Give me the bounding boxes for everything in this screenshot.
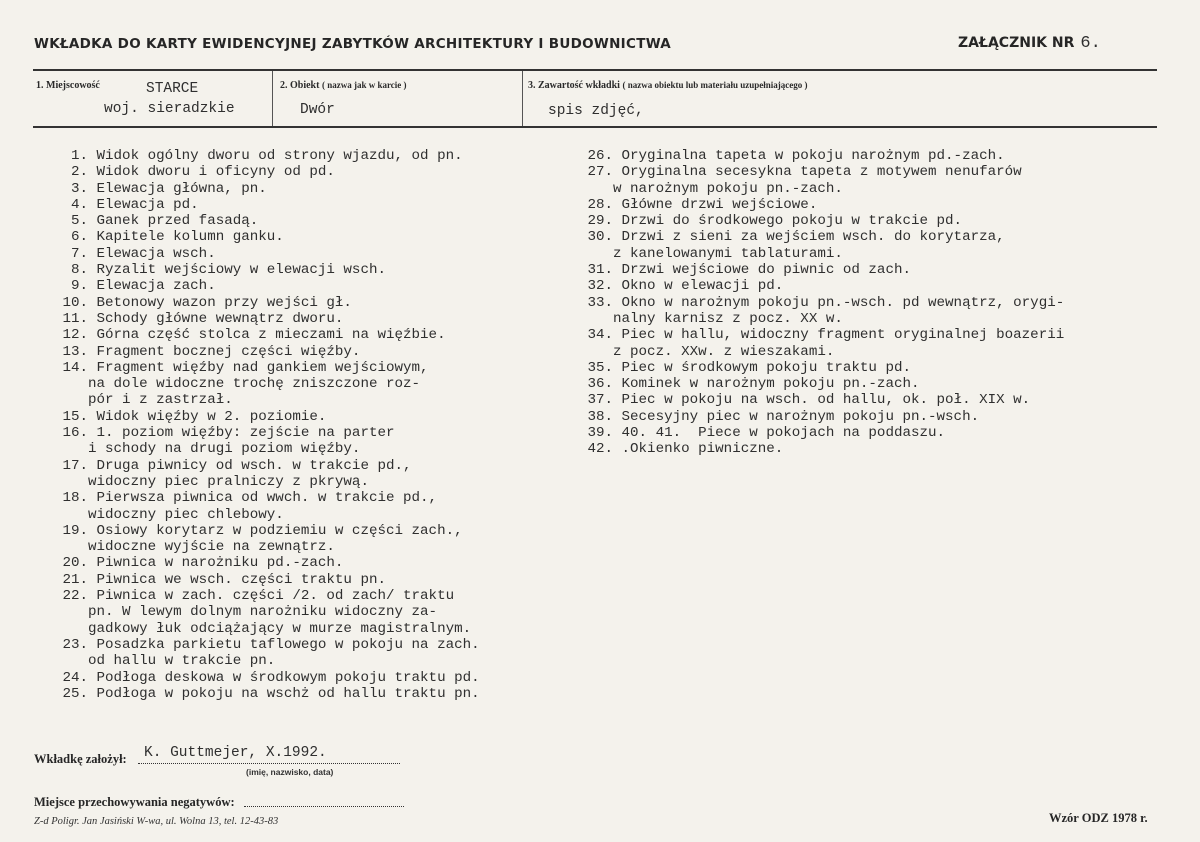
list-item-text: nalny karnisz z pocz. XX w. (613, 310, 843, 327)
list-item-text: Podłoga w pokoju na wschż od hallu traktu pn. (96, 685, 480, 702)
object-label-group (280, 80, 407, 91)
list-item-text: Ryzalit wejściowy w elewacji wsch. (96, 262, 386, 279)
object-label: 2. Obiekt (280, 80, 320, 91)
list-line (577, 360, 1064, 376)
author-caption: (imię, nazwisko, data) (246, 767, 334, 777)
list-line (52, 474, 480, 490)
list-item-number: 7. (70, 245, 88, 262)
list-line (52, 376, 480, 392)
list-item-text: Podłoga deskowa w środkowym pokoju traktu pd. (96, 669, 480, 686)
list-item-number: 5. (70, 213, 88, 230)
annex-label: ZAŁĄCZNIK NR (958, 35, 1075, 51)
list-item-text: Piwnica w narożniku pd.-zach. (96, 555, 344, 572)
list-item-text: Kapitele kolumn ganku. (96, 229, 284, 246)
list-item-number: 19. (62, 522, 88, 539)
list-line (52, 490, 480, 506)
list-line (52, 311, 480, 327)
list-item-text: Piwnica we wsch. części traktu pn. (96, 571, 386, 588)
list-line (52, 653, 480, 669)
list-line (577, 164, 1064, 180)
list-item-number: 27. (587, 164, 613, 181)
list-item-number: 32. (587, 278, 613, 295)
list-line (52, 344, 480, 360)
list-item-text: Widok dworu i oficyny od pd. (96, 164, 335, 181)
printer-imprint: Z-d Poligr. Jan Jasiński W-wa, ul. Wolna 13, tel. 12-43-83 (34, 816, 279, 827)
list-item-text: Drzwi z sieni za wejściem wsch. do korytarza, (621, 229, 1005, 246)
list-line (52, 588, 480, 604)
list-item-text: Piec w hallu, widoczny fragment oryginalnej boazerii (621, 327, 1065, 344)
list-line (52, 425, 480, 441)
list-item-number: 23. (62, 636, 88, 653)
list-line (577, 311, 1064, 327)
list-line (52, 572, 480, 588)
list-item-text: Elewacja wsch. (96, 245, 216, 262)
list-item-text: Fragment bocznej części więźby. (96, 343, 361, 360)
list-item-text: Widok więźby w 2. poziomie. (96, 408, 327, 425)
list-line (52, 278, 480, 294)
list-item-number: 36. (587, 376, 613, 393)
list-line (52, 441, 480, 457)
list-item-number: 6. (70, 229, 88, 246)
list-line (577, 376, 1064, 392)
list-line (52, 621, 480, 637)
author-value: K. Guttmejer, X.1992. (144, 745, 327, 761)
list-item-text: Piec w pokoju na wsch. od hallu, ok. poł. XIX w. (621, 392, 1031, 409)
list-line (52, 327, 480, 343)
list-item-number: 9. (70, 278, 88, 295)
list-item-text: Pierwsza piwnica od wwch. w trakcie pd., (96, 490, 438, 507)
list-item-text: Kominek w narożnym pokoju pn.-zach. (621, 376, 920, 393)
list-item-number: 12. (62, 327, 88, 344)
list-line (52, 229, 480, 245)
photo-list-right (577, 148, 1064, 458)
form-title: WKŁADKA DO KARTY EWIDENCYJNEJ ZABYTKÓW ARCHITEKTURY I BUDOWNICTWA (34, 36, 672, 52)
author-label: Wkładkę założył: (34, 752, 127, 766)
locality-value-line1: STARCE (146, 81, 199, 97)
list-item-text: z pocz. XXw. z wieszakami. (613, 343, 835, 360)
list-item-text: Schody główne wewnątrz dworu. (96, 310, 344, 327)
list-line (52, 246, 480, 262)
list-item-number: 26. (587, 148, 613, 164)
list-item-text: pn. W lewym dolnym narożniku widoczny za- (88, 604, 438, 621)
field-divider-1 (272, 71, 273, 126)
list-item-number: 16. (62, 425, 88, 442)
list-line (577, 441, 1064, 457)
list-line (577, 425, 1064, 441)
form-model: Wzór ODZ 1978 r. (1049, 811, 1148, 825)
list-line (577, 262, 1064, 278)
list-item-number: 11. (62, 310, 88, 327)
list-item-number: 18. (62, 490, 88, 507)
list-line (52, 555, 480, 571)
list-item-text: Ganek przed fasadą. (96, 213, 259, 230)
list-line (52, 181, 480, 197)
list-line (52, 539, 480, 555)
list-item-number: 35. (587, 359, 613, 376)
list-item-text: Elewacja zach. (96, 278, 216, 295)
list-line (52, 392, 480, 408)
list-item-number: 21. (62, 571, 88, 588)
list-line (577, 327, 1064, 343)
list-item-number: 14. (62, 359, 88, 376)
list-line (52, 507, 480, 523)
list-item-text: 1. poziom więźby: zejście na parter (96, 425, 395, 442)
list-item-text: Posadzka parkietu taflowego w pokoju na zach. (96, 636, 480, 653)
content-label: 3. Zawartość wkładki (528, 80, 620, 91)
list-item-number: 29. (587, 213, 613, 230)
list-item-text: .Okienko piwniczne. (621, 441, 784, 458)
list-item-number: 39. (587, 425, 613, 442)
list-line (577, 197, 1064, 213)
list-item-text: Elewacja pd. (96, 196, 199, 213)
list-line (52, 458, 480, 474)
list-item-text: Drzwi do środkowego pokoju w trakcie pd. (621, 213, 963, 230)
list-item-number: 30. (587, 229, 613, 246)
list-line (52, 360, 480, 376)
list-item-text: Piwnica w zach. części /2. od zach/ traktu (96, 588, 455, 605)
content-value: spis zdjęć, (548, 103, 644, 119)
list-item-number: 17. (62, 457, 88, 474)
negatives-label: Miejsce przechowywania negatywów: (34, 795, 235, 809)
list-item-text: Oryginalna secesykna tapeta z motywem nenufarów (621, 164, 1022, 181)
list-line (577, 409, 1064, 425)
list-item-text: w narożnym pokoju pn.-zach. (613, 180, 843, 197)
list-item-text: widoczne wyjście na zewnątrz. (88, 539, 335, 556)
annex-number: 6. (1080, 34, 1101, 53)
annex-header (958, 34, 1101, 53)
list-item-number: 10. (62, 294, 88, 311)
list-item-number: 31. (587, 262, 613, 279)
list-item-number: 42. (587, 441, 613, 458)
list-item-text: Piec w środkowym pokoju traktu pd. (621, 359, 911, 376)
object-value: Dwór (300, 102, 335, 118)
list-item-text: i schody na drugi poziom więźby. (88, 441, 361, 458)
list-line (52, 197, 480, 213)
list-item-text: Druga piwnicy od wsch. w trakcie pd., (96, 457, 412, 474)
list-item-text: Osiowy korytarz w podziemiu w części zach., (96, 522, 463, 539)
list-item-text: widoczny piec chlebowy. (88, 506, 284, 523)
list-item-number: 13. (62, 343, 88, 360)
list-item-number: 34. (587, 327, 613, 344)
header-bottom-rule (33, 126, 1157, 128)
negatives-dotted-line (244, 806, 404, 807)
list-line (577, 148, 1064, 164)
content-label-note: ( nazwa obiektu lub materiału uzupełniającego ) (622, 80, 808, 90)
list-item-text: na dole widoczne trochę zniszczone roz- (88, 376, 421, 393)
list-item-text: od hallu w trakcie pn. (88, 653, 276, 670)
list-item-number: 3. (70, 180, 88, 197)
list-item-text: Główne drzwi wejściowe. (621, 196, 818, 213)
list-item-number: 15. (62, 408, 88, 425)
list-item-number: 37. (587, 392, 613, 409)
list-item-number: 20. (62, 555, 88, 572)
list-item-text: Okno w narożnym pokoju pn.-wsch. pd wewnątrz, orygi- (621, 294, 1065, 311)
list-line (577, 213, 1064, 229)
list-line (52, 409, 480, 425)
list-line (52, 213, 480, 229)
list-line (52, 686, 480, 702)
list-item-number: 28. (587, 196, 613, 213)
list-line (52, 148, 480, 164)
list-line (577, 181, 1064, 197)
locality-label: 1. Miejscowość (36, 80, 100, 91)
list-item-text: Secesyjny piec w narożnym pokoju pn.-wsch. (621, 408, 980, 425)
list-line (52, 637, 480, 653)
object-label-note: ( nazwa jak w karcie ) (321, 80, 407, 90)
list-item-number: 22. (62, 588, 88, 605)
list-item-number: 4. (70, 196, 88, 213)
list-item-number: 8. (70, 262, 88, 279)
list-item-text: Oryginalna tapeta w pokoju narożnym pd.-zach. (621, 148, 1005, 164)
list-item-text: Drzwi wejściowe do piwnic od zach. (621, 262, 911, 279)
list-item-text: Betonowy wazon przy wejści gł. (96, 294, 352, 311)
list-item-text: Widok ogólny dworu od strony wjazdu, od pn. (96, 148, 463, 164)
list-item-text: 40. 41. Piece w pokojach na poddaszu. (621, 425, 946, 442)
list-line (577, 295, 1064, 311)
list-item-number: 38. (587, 408, 613, 425)
list-item-text: z kanelowanymi tablaturami. (613, 245, 843, 262)
list-line (52, 295, 480, 311)
photo-list-left (52, 148, 480, 702)
author-dotted-line (138, 763, 400, 764)
list-item-text: Okno w elewacji pd. (621, 278, 784, 295)
list-item-text: gadkowy łuk odciążający w murze magistralnym. (88, 620, 472, 637)
list-line (577, 229, 1064, 245)
list-item-text: Elewacja główna, pn. (96, 180, 267, 197)
list-line (52, 523, 480, 539)
list-line (52, 262, 480, 278)
list-item-number: 33. (587, 294, 613, 311)
locality-value-line2: woj. sieradzkie (104, 101, 235, 117)
list-item-number: 25. (62, 685, 88, 702)
list-line (577, 392, 1064, 408)
list-item-number: 24. (62, 669, 88, 686)
list-line (577, 278, 1064, 294)
header-top-rule (33, 69, 1157, 71)
list-item-text: Fragment więźby nad gankiem wejściowym, (96, 359, 429, 376)
list-item-text: pór i z zastrzał. (88, 392, 233, 409)
list-line (52, 670, 480, 686)
list-item-number: 2. (70, 164, 88, 181)
list-line (577, 246, 1064, 262)
list-item-text: widoczny piec pralniczy z pkrywą. (88, 473, 369, 490)
list-line (577, 344, 1064, 360)
list-item-text: Górna część stolca z mieczami na więźbie. (96, 327, 446, 344)
list-line (52, 164, 480, 180)
list-line (52, 604, 480, 620)
field-divider-2 (522, 71, 523, 126)
content-label-group (528, 80, 807, 91)
list-item-number: 1. (70, 148, 88, 164)
